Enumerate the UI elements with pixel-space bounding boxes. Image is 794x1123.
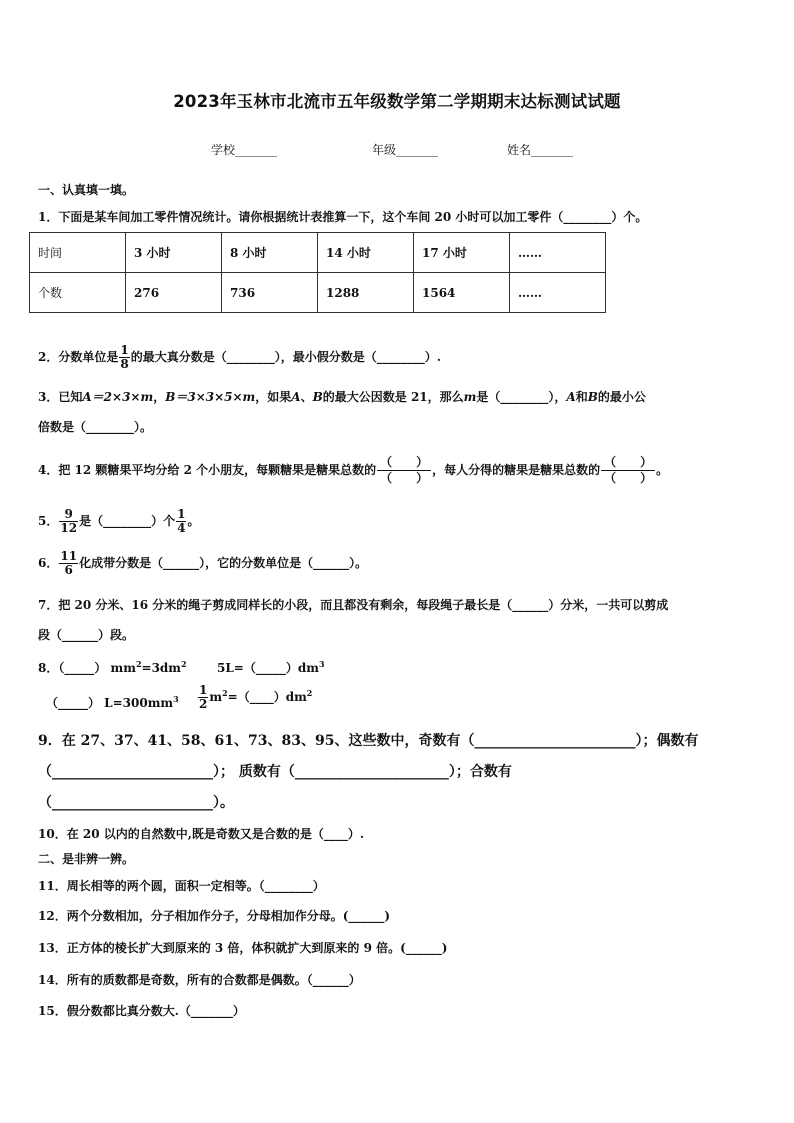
question-3-line2: 倍数是（________）。 [38, 420, 153, 434]
table-cell: 时间 [30, 233, 126, 273]
table-cell: 14 小时 [318, 233, 414, 273]
superscript: 2 [306, 688, 313, 698]
table-cell: 736 [222, 273, 318, 313]
question-10: 10．在 20 以内的自然数中,既是奇数又是合数的是（____）. [38, 827, 365, 841]
var-m: m [463, 390, 477, 404]
question-4 [38, 455, 668, 486]
question-12: 12．两个分数相加，分子相加作分子，分母相加作分母。(______) [38, 909, 391, 923]
numerator-blank: （ ） [377, 455, 431, 471]
superscript: 2 [181, 659, 187, 669]
section-heading-2: 二、是非辨一辨。 [38, 852, 135, 866]
q3-text: 的最小公 [597, 390, 646, 404]
numerator: 11 [60, 549, 78, 563]
table-cell: 276 [126, 273, 222, 313]
table-row [30, 233, 606, 273]
q5-text: 5． [38, 514, 59, 528]
q4-text: 4．把 12 颗糖果平均分给 2 个小朋友，每颗糖果是糖果总数的 [38, 463, 377, 477]
question-8-part-b [217, 659, 325, 676]
section-heading-1: 一、认真填一填。 [38, 183, 135, 197]
fraction [59, 508, 78, 535]
school-label: 学校_______ [211, 143, 278, 157]
var-b: B [312, 390, 323, 404]
denominator: 2 [199, 697, 208, 711]
superscript: 2 [222, 688, 228, 698]
question-13: 13．正方体的棱长扩大到原来的 3 倍，体积就扩大到原来的 9 倍。(______) [38, 941, 448, 955]
question-7-line1: 7．把 20 分米、16 分米的绳子剪成同样长的小段，而且都没有剩余，每段绳子最长是（______）分米，一共可以剪成 [38, 598, 669, 612]
var-a: A [291, 390, 301, 404]
superscript: 3 [318, 659, 325, 669]
question-3-line1 [38, 388, 646, 405]
q3-text: 、 [300, 390, 313, 404]
numerator: 1 [177, 507, 186, 521]
superscript: 2 [135, 659, 142, 669]
fraction [176, 508, 186, 535]
q8-text: （_____） L=300mm [46, 696, 174, 710]
expression-a: A＝2×3×m [82, 390, 154, 404]
q3-text: ， [153, 390, 166, 404]
page-title: 2023年玉林市北流市五年级数学第二学期期末达标测试试题 [173, 92, 621, 111]
expression-b: B＝3×3×5×m [165, 390, 256, 404]
q5-text: 。 [187, 514, 200, 528]
q3-text: 和 [575, 390, 588, 404]
q2-prefix: 2．分数单位是 [38, 350, 119, 364]
table-cell: 1288 [318, 273, 414, 313]
table-cell: 3 小时 [126, 233, 222, 273]
fraction [198, 684, 208, 711]
table-cell: 8 小时 [222, 233, 318, 273]
q8-text: 8．（_____） mm [38, 661, 136, 675]
denominator: 6 [64, 563, 73, 577]
var-a: A [566, 390, 576, 404]
grade-label: 年级_______ [372, 143, 439, 157]
q8-text: m [209, 690, 223, 704]
fraction [119, 344, 129, 371]
numerator: 1 [120, 343, 129, 357]
table-cell: …… [510, 273, 606, 313]
question-11: 11．周长相等的两个圆，面积一定相等。（________） [38, 879, 325, 893]
numerator: 9 [59, 508, 78, 522]
question-14: 14．所有的质数都是奇数，所有的合数都是偶数。（______） [38, 973, 361, 987]
table-cell: 17 小时 [414, 233, 510, 273]
q5-text: 是（________）个 [79, 514, 176, 528]
q6-text: 化成带分数是（______），它的分数单位是（______）。 [79, 556, 368, 570]
question-6 [38, 550, 367, 577]
numerator-blank: （ ） [601, 455, 655, 471]
fraction [59, 550, 78, 577]
question-8-line1 [38, 659, 187, 676]
question-15: 15．假分数都比真分数大.（_______） [38, 1004, 245, 1018]
question-9-line1: 9．在 27、37、41、58、61、73、83、95、这些数中，奇数有（_______________________）；偶数有 [38, 733, 699, 749]
table-cell: …… [510, 233, 606, 273]
question-1: 1．下面是某车间加工零件情况统计。请你根据统计表推算一下，这个车间 20 小时可以加工零件（________）个。 [38, 210, 648, 224]
question-8-part-c [46, 694, 179, 711]
var-b: B [587, 390, 598, 404]
denominator: 8 [120, 357, 129, 371]
q3-text: 是（________）， [476, 390, 567, 404]
table-cell: 1564 [414, 273, 510, 313]
stats-table [29, 232, 606, 313]
question-9-line2: （_______________________）； 质数有（______________________）；合数有 [38, 764, 512, 780]
q6-text: 6． [38, 556, 59, 570]
blank-fraction [377, 455, 431, 486]
numerator: 1 [199, 683, 208, 697]
denominator-blank: （ ） [380, 471, 429, 485]
denominator: 4 [177, 521, 186, 535]
q3-text: 的最大公因数是 21，那么 [322, 390, 464, 404]
superscript: 3 [173, 694, 179, 704]
question-2 [38, 344, 441, 371]
q3-text: 3．已知 [38, 390, 83, 404]
name-label: 姓名_______ [507, 143, 574, 157]
q3-text: ，如果 [255, 390, 292, 404]
q4-text: ，每人分得的糖果是糖果总数的 [432, 463, 601, 477]
q2-suffix: 的最大真分数是（________），最小假分数是（________）. [130, 350, 441, 364]
question-7-line2: 段（______）段。 [38, 628, 135, 642]
table-row [30, 273, 606, 313]
blank-fraction [601, 455, 655, 486]
q8-text: =（____）dm [227, 690, 307, 704]
denominator: 12 [60, 521, 78, 535]
q4-text: 。 [656, 463, 669, 477]
table-cell: 个数 [30, 273, 126, 313]
denominator-blank: （ ） [604, 471, 653, 485]
question-8-part-d [197, 684, 312, 711]
q8-text: 5L=（_____）dm [217, 661, 319, 675]
question-9-line3: （_______________________）。 [38, 795, 234, 811]
question-5 [38, 508, 199, 535]
q8-text: =3dm [141, 661, 182, 675]
